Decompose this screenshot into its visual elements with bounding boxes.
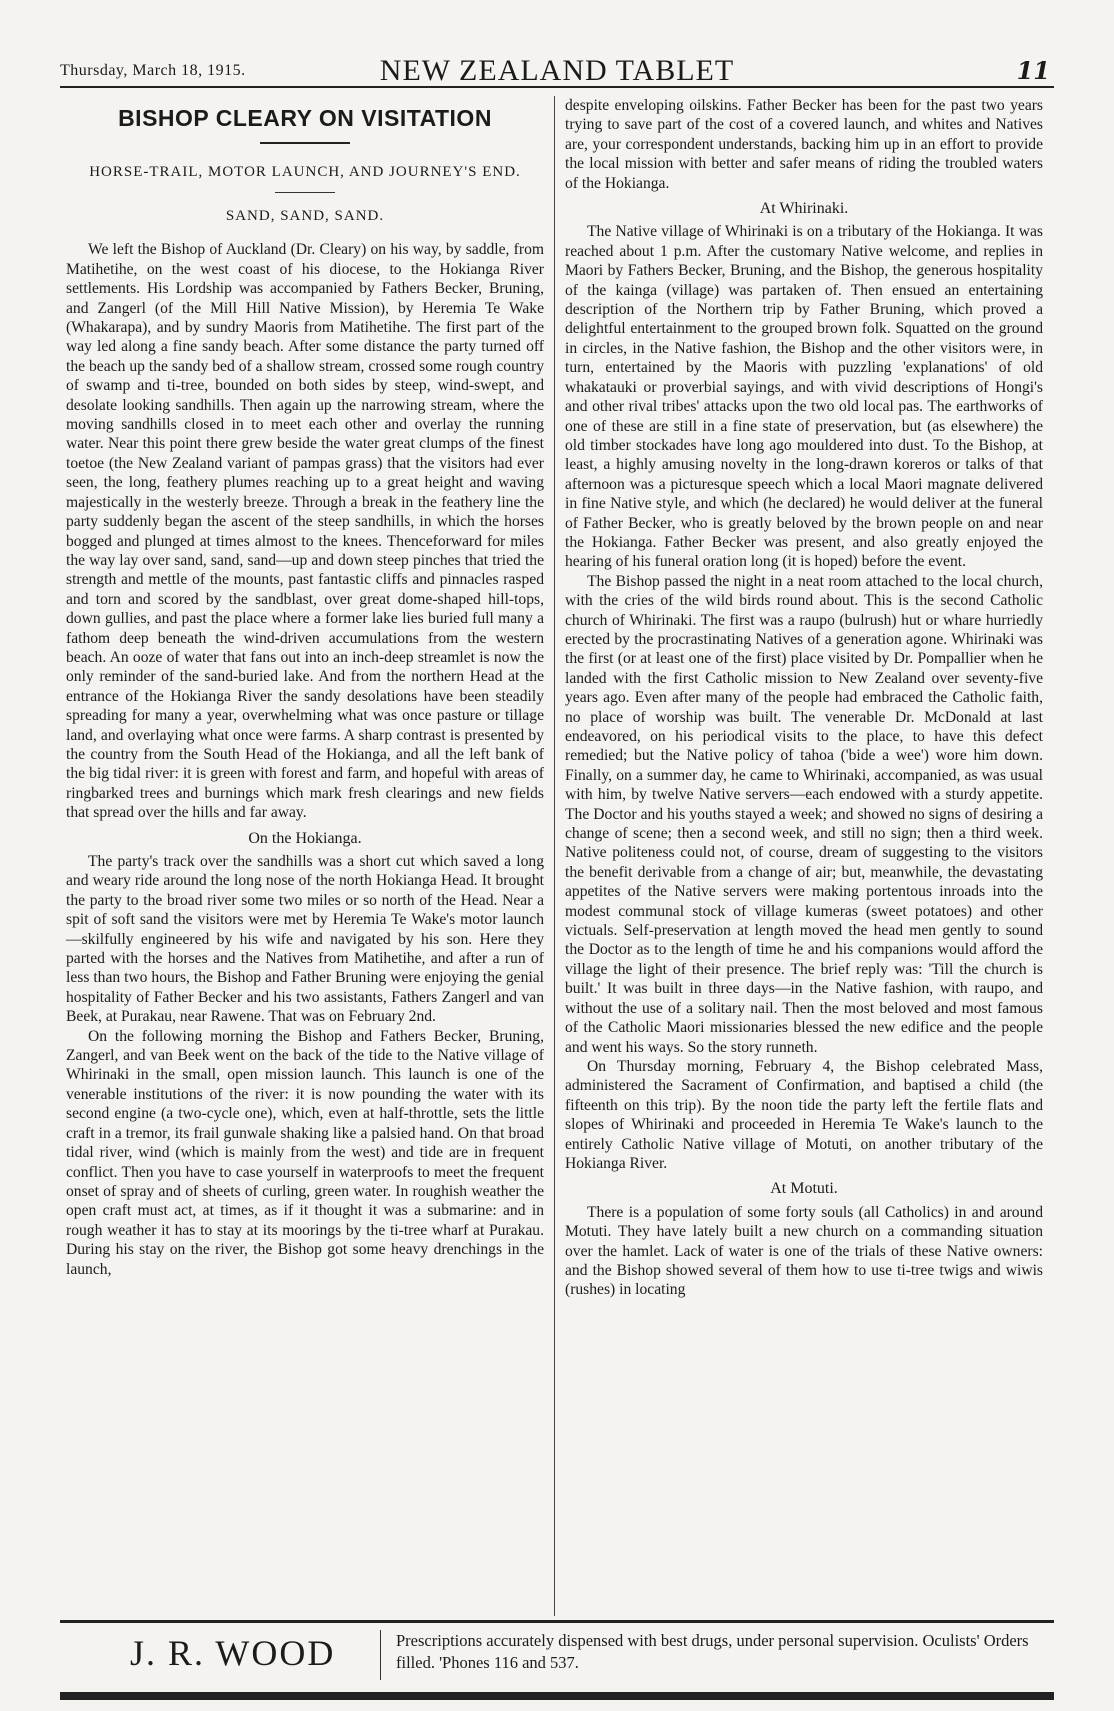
left-column bbox=[66, 96, 544, 1616]
advertisement bbox=[60, 1626, 1054, 1686]
footer-rule bbox=[60, 1620, 1054, 1623]
subhead-rule bbox=[275, 192, 335, 193]
paragraph: The Native village of Whirinaki is on a tributary of the Hokianga. It was reached about 1 p.m. After the customary Native welcome, and replies in Maori by Fathers Becker, Bruning, and the Bishop, the generous hospitality of the kainga (village) was partaken of. Then ensued an entertaining description of the Northern trip by Father Bruning, which proved a delightful entertainment to the grouped brown folk. Squatted on the ground in circles, in the Native fashion, the Bishop and the other visitors were, in turn, entertained by the Maoris with puzzling 'explanations' of old whakatauki or proverbial sayings, and with vivid descriptions of Hongi's and other rival tribes' attacks upon the two old local pas. The earthworks of one of these are still in a fine state of preservation, but (as elsewhere) the old timber stockades have long ago mouldered into dust. To the Bishop, at least, a highly amusing novelty in the long-drawn koreros or talks of that afternoon was a picturesque speech which a local Maori magnate delivered in fine Native style, and which (he declared) he would deliver at the funeral of Father Becker, who is greatly beloved by the brown people on and near the Hokianga. Father Becker was present, and also greatly enjoyed the hearing of his funeral oration long (it is hoped) before the event. bbox=[565, 223, 1043, 571]
paragraph: We left the Bishop of Auckland (Dr. Cleary) on his way, by saddle, from Matihetihe, on the west coast of his diocese, to the Hokianga River settlements. His Lordship was accompanied by Fathers Becker, Bruning, and Zangerl (of the Mill Hill Native Mission), by Heremia Te Wake (Whakarapa), and by sundry Maoris from Matihetihe. The first part of the way led along a fine sandy beach. After some distance the party turned off the beach up the sandy bed of a shallow stream, crossed some rough country of swamp and ti-tree, bounded on both sides by steep, wind-swept, and desolate looking sandhills. Then again up the narrowing stream, where the moving sandhills closed in to meet each other and overlay the running water. Near this point there grew beside the water great clumps of the finest toetoe (the New Zealand variant of pampas grass) that the visitors had ever seen, the long, feathery plumes reaching up to a great height and waving majestically in the westerly breeze. Through a break in the feathery line the party suddenly began the ascent of the steep sandhills, in which the horses bogged and plunged at times almost to the knees. Thenceforward for miles the way lay over sand, sand, sand—up and down steep pinches that tried the strength and mettle of the mounts, past fantastic cliffs and pinnacles rasped and torn and scored by the sandblast, over great dome-shaped hill-tops, down gullies, and past the place where a former lake lies buried full many a fathom deep beneath the wind-driven accumulations from the western beach. An ooze of water that fans out into an inch-deep streamlet is now the only reminder of the sand-buried lake. And from the northern Head at the entrance of the Hokianga River the sandy desolations have been steadily spreading for many a year, overwhelming what was once pasture or tillage land, and overlaying what once were farms. A sharp contrast is presented by the country from the South Head of the Hokianga, and all the left bank of the big tidal river: it is green with forest and farm, and hopeful with areas of ringbarked trees and burnings which mark fresh clearings and new fields that spread over the hills and far away. bbox=[66, 241, 544, 822]
paragraph: The Bishop passed the night in a neat room attached to the local church, with the cries of the wild birds round about. This is the second Catholic church of Whirinaki. The first was a raupo (bulrush) hut or whare hurriedly erected by the procrastinating Natives of a generation agone. Whirinaki was the first (or at least one of the first) place visited by Dr. Pompallier when he landed with the first Catholic mission to New Zealand over seventy-five years ago. Even after many of the people had embraced the Catholic faith, no place of worship was built. The venerable Dr. McDonald at last endeavored, on his periodical visits to the place, to have this defect remedied; but the Native policy of tahoa ('bide a wee') wore him down. Finally, on a summer day, he came to Whirinaki, accompanied, as was usual with him, by twelve Native servers—each endowed with a sturdy appetite. The Doctor and his youths stayed a week; and showed no signs of desiring a change of scene; then a second week, and still no sign; then a third week. Native politeness could not, of course, dream of suggesting to the visitors the benefit derivable from a change of air; but, meanwhile, the devastating appetites of the Native servers were making portentous inroads into the modest communal stock of village kumeras (sweet potatoes) and other victuals. Self-preservation at length moved the head men gently to sound the Doctor as to the length of time he and his companions would afford the village the light of their presence. The brief reply was: 'Till the church is built.' It was built in three days—in the Native fashion, with raupo, and without the use of a solitary nail. Then the most beloved and most famous of the Catholic Maori missionaries blessed the new edifice and the people and went his ways. So the story runneth. bbox=[565, 572, 1043, 1056]
paragraph: The party's track over the sandhills was a short cut which saved a long and weary ride around the long nose of the north Hokianga Head. It brought the party to the broad river some two miles or so north of the Head. Near a spit of soft sand the visitors were met by Heremia Te Wake's motor launch—skilfully engineered by his wife and navigated by his son. Here they parted with the horses and the Natives from Matihetihe, and after a run of less than two hours, the Bishop and Father Bruning were enjoying the genial hospitality of Father Becker and his two assistants, Fathers Zangerl and van Beek, at Purakau, near Rawene. That was on February 2nd. bbox=[66, 853, 544, 1026]
right-column bbox=[565, 96, 1043, 1616]
headline-rule bbox=[260, 142, 350, 144]
bottom-bar bbox=[60, 1692, 1054, 1700]
section-title-sand: SAND, SAND, SAND. bbox=[225, 208, 385, 224]
section-title-hokianga: On the Hokianga. bbox=[248, 829, 362, 847]
section-title-motuti: At Motuti. bbox=[770, 1180, 838, 1198]
article-subheadline: HORSE-TRAIL, MOTOR LAUNCH, AND JOURNEY'S END. bbox=[89, 164, 521, 180]
paragraph: despite enveloping oilskins. Father Becker has been for the past two years trying to save part of the cost of a covered launch, and whites and Natives are, your correspondent understands, backing him up in an effort to provide the local mission with better and safer means of riding the troubled waters of the Hokianga. bbox=[565, 97, 1043, 192]
paragraph: On the following morning the Bishop and Fathers Becker, Bruning, Zangerl, and van Beek went on the back of the tide to the Native village of Whirinaki in the small, open mission launch. This launch is one of the venerable institutions of the river: it is now pounding the water with its second engine (a two-cycle one), which, even at half-throttle, sets the little craft in a tremor, its frail gunwale shaking like a palsied hand. On that broad tidal river, wind (which is mainly from the west) and tide are in frequent conflict. Then you have to case yourself in waterproofs to meet the frequent onset of spray and of sheets of curling, green water. In roughish weather the open craft must act, at times, as if it thought it was a submarine: and in rough weather it has to stay at its moorings by the ti-tree wharf at Purakau. During his stay on the river, the Bishop got some heavy drenchings in the launch, bbox=[66, 1027, 544, 1278]
paragraph: There is a population of some forty souls (all Catholics) in and around Motuti. They have lately built a new church on a commanding situation over the hamlet. Lack of water is one of the trials of these Native owners: and the Bishop showed several of them how to use ti-tree twigs and wiwis (rushes) in locating bbox=[565, 1203, 1043, 1299]
paragraph: On Thursday morning, February 4, the Bishop celebrated Mass, administered the Sacrament of Confirmation, and baptised a child (the fifteenth on this trip). By the noon tide the party left the fertile flats and slopes of Whirinaki and proceeded in Heremia Te Wake's launch to the entirely Catholic Native village of Motuti, on another tributary of the Hokianga River. bbox=[565, 1057, 1043, 1172]
advertiser-name: J. R. WOOD bbox=[130, 1633, 336, 1673]
column-divider bbox=[554, 96, 555, 1616]
advertisement-text: Prescriptions accurately dispensed with best drugs, under personal supervision. Oculists' Orders filled. 'Phones 116 and 537. bbox=[396, 1631, 1029, 1672]
page-number: 11 bbox=[1016, 56, 1050, 85]
issue-date: Thursday, March 18, 1915. bbox=[60, 62, 246, 79]
section-title-whirinaki: At Whirinaki. bbox=[759, 200, 849, 218]
publication-title: NEW ZEALAND TABLET bbox=[379, 54, 735, 87]
ad-separator bbox=[380, 1630, 381, 1680]
masthead bbox=[60, 50, 1054, 88]
article-headline: BISHOP CLEARY ON VISITATION bbox=[118, 105, 492, 131]
